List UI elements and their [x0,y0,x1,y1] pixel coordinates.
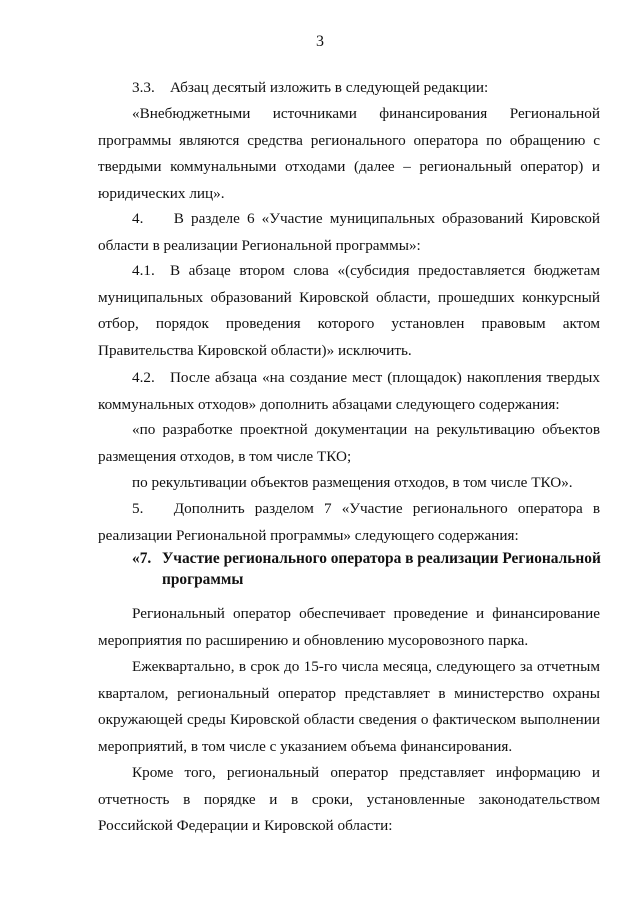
section-7-heading [132,548,602,590]
paragraph-reporting: Кроме того, региональный оператор представляет информацию и отчетность в порядке и в сроки, установленные законодательством Российской Федерации и Кировской области: [98,764,600,834]
paragraph-extrabudget-sources: «Внебюджетными источниками финансирования Региональной программы являются средства регионального оператора по обращению с твердыми коммунальными отходами (далее – региональный оператор) и юридических лиц». [98,105,600,202]
section-7-number: «7. [132,550,152,567]
paragraph-5: 5. Дополнить разделом 7 «Участие регионального оператора в реализации Региональной программы» следующего содержания: [98,500,600,544]
paragraph-4-1: 4.1. В абзаце втором слова «(субсидия предоставляется бюджетам муниципальных образований Кировской области, прошедших конкурсный отбор, порядок проведения которого установлен правовым актом Правительства Кировской области)» исключить. [98,262,600,359]
paragraph-recultivation: по рекультивации объектов размещения отходов, в том числе ТКО». [132,474,573,491]
paragraph-quarterly-report: Ежеквартально, в срок до 15-го числа месяца, следующего за отчетным кварталом, региональный оператор представляет в министерство охраны окружающей среды Кировской области сведения о фактическом выполнении мероприятий, в том числе с указанием объема финансирования. [98,658,600,755]
section-7-title-line1: Участие регионального оператора в реализации Региональной [162,550,601,567]
page-number: 3 [316,33,324,50]
section-7-title-line2: программы [162,571,244,588]
paragraph-project-documentation: «по разработке проектной документации на рекультивацию объектов размещения отходов, в том числе ТКО; [98,421,600,465]
paragraph-operator-fleet: Региональный оператор обеспечивает проведение и финансирование мероприятия по расширению и обновлению мусоровозного парка. [98,605,600,649]
paragraph-4: 4. В разделе 6 «Участие муниципальных образований Кировской области в реализации Региональной программы»: [98,210,600,254]
paragraph-4-2: 4.2. После абзаца «на создание мест (площадок) накопления твердых коммунальных отходов» дополнить абзацами следующего содержания: [98,369,600,413]
paragraph-3-3: 3.3. Абзац десятый изложить в следующей редакции: [132,79,489,96]
